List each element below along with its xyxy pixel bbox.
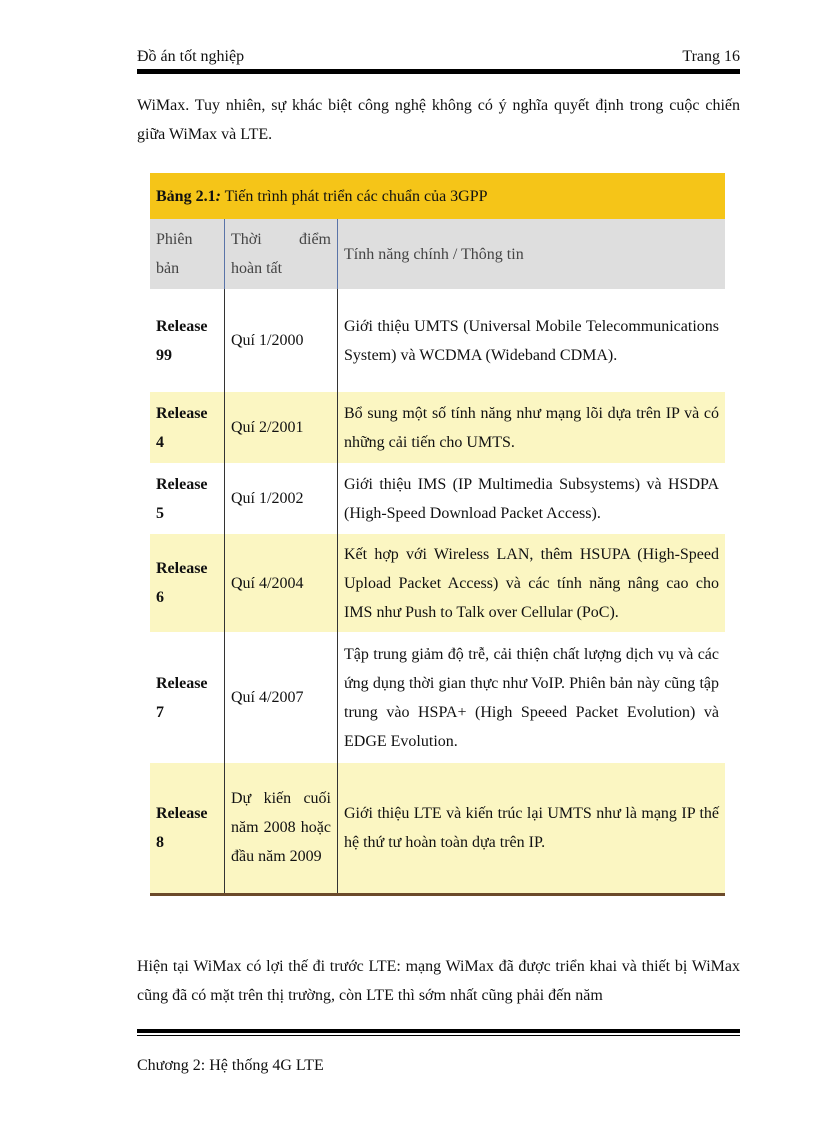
time-cell: Quí 4/2004 — [225, 534, 338, 632]
table-row — [150, 289, 725, 392]
release-cell: Release 4 — [150, 392, 225, 463]
time-cell: Dự kiến cuối năm 2008 hoặc đầu năm 2009 — [225, 763, 338, 894]
caption-text: Tiến trình phát triển các chuẩn của 3GPP — [220, 187, 488, 205]
release-cell: Release 7 — [150, 632, 225, 763]
table-row — [150, 463, 725, 534]
release-table — [150, 173, 725, 896]
release-cell: Release 99 — [150, 289, 225, 392]
release-cell: Release 8 — [150, 763, 225, 894]
caption-label: Bảng 2.1 — [156, 187, 216, 205]
table-row — [150, 763, 725, 894]
header-rule — [137, 69, 740, 74]
caption-colon: : — [215, 187, 221, 205]
table-caption — [150, 173, 725, 219]
time-cell: Quí 1/2000 — [225, 289, 338, 392]
time-cell: Quí 1/2002 — [225, 463, 338, 534]
page-footer: Chương 2: Hệ thống 4G LTE — [137, 1057, 324, 1074]
page-number: Trang 16 — [682, 48, 740, 65]
page-header — [137, 47, 740, 67]
table-row — [150, 392, 725, 463]
footer-rule-thin — [137, 1035, 740, 1036]
info-cell: Tập trung giảm độ trễ, cải thiện chất lượng dịch vụ và các ứng dụng thời gian thực như VoIP. Phiên bản này cũng tập trung vào HSPA+ (High Speeed Packet Evolution) và EDGE Evolution. — [338, 632, 726, 763]
time-cell: Quí 2/2001 — [225, 392, 338, 463]
header-info: Tính năng chính / Thông tin — [338, 219, 726, 289]
header-time: Thời điểm hoàn tất — [225, 219, 338, 289]
info-cell: Giới thiệu LTE và kiến trúc lại UMTS như là mạng IP thế hệ thứ tư hoàn toàn dựa trên IP. — [338, 763, 726, 894]
info-cell: Giới thiệu UMTS (Universal Mobile Telecommunications System) và WCDMA (Wideband CDMA). — [338, 289, 726, 392]
intro-paragraph: WiMax. Tuy nhiên, sự khác biệt công nghệ không có ý nghĩa quyết định trong cuộc chiến giữa WiMax và LTE. — [137, 97, 740, 143]
table-row — [150, 534, 725, 632]
info-cell: Kết hợp với Wireless LAN, thêm HSUPA (High-Speed Upload Packet Access) và các tính năng nâng cao cho IMS như Push to Talk over Cellular (PoC). — [338, 534, 726, 632]
time-cell: Quí 4/2007 — [225, 632, 338, 763]
release-cell: Release 5 — [150, 463, 225, 534]
info-cell: Giới thiệu IMS (IP Multimedia Subsystems) và HSDPA (High-Speed Download Packet Access). — [338, 463, 726, 534]
table-caption-row — [150, 173, 725, 219]
release-cell: Release 6 — [150, 534, 225, 632]
table-row — [150, 632, 725, 763]
header-version: Phiên bản — [150, 219, 225, 289]
closing-paragraph: Hiện tại WiMax có lợi thế đi trước LTE: mạng WiMax đã được triển khai và thiết bị WiMax cũng đã có mặt trên thị trường, còn LTE thì sớm nhất cũng phải đến năm — [137, 958, 740, 1004]
table-header-row — [150, 219, 725, 289]
info-cell: Bổ sung một số tính năng như mạng lõi dựa trên IP và có những cải tiến cho UMTS. — [338, 392, 726, 463]
footer-rule-thick — [137, 1029, 740, 1033]
document-title: Đồ án tốt nghiệp — [137, 48, 245, 65]
